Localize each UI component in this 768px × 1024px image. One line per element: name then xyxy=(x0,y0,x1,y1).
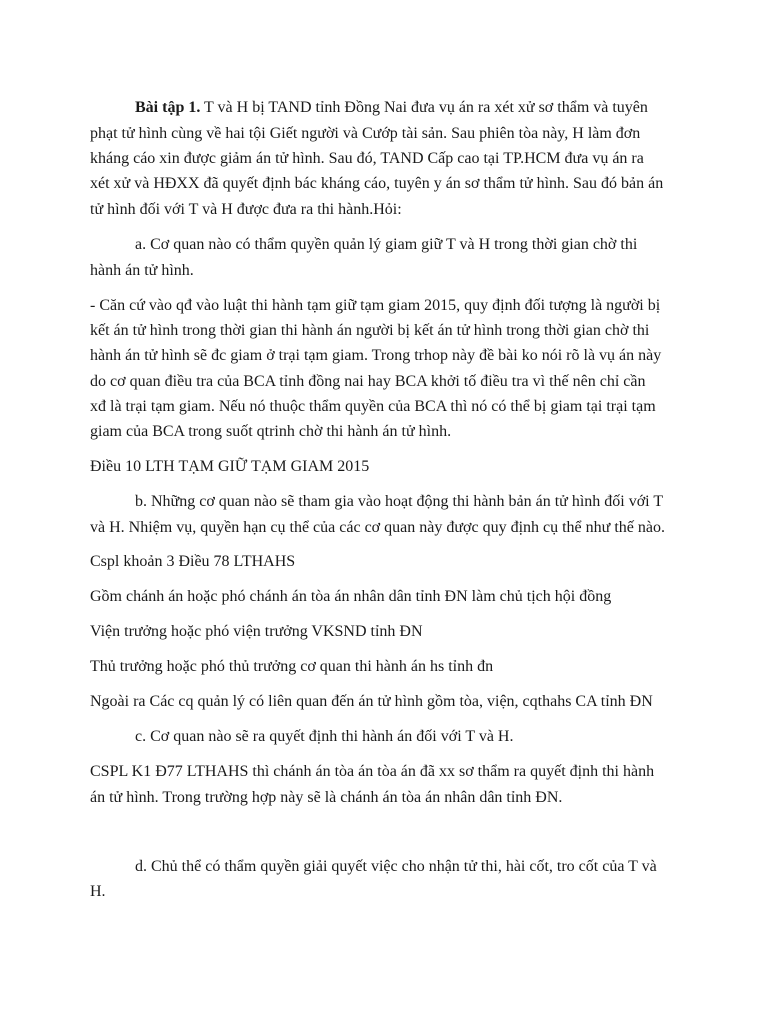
answer-b-item-1: Gồm chánh án hoặc phó chánh án tòa án nhân dân tỉnh ĐN làm chủ tịch hội đồng xyxy=(90,588,612,605)
answer-a-line-4: do cơ quan điều tra của BCA tỉnh đồng nai hay BCA khởi tố điều tra vì thế nên chỉ cần xyxy=(90,373,646,390)
answer-b-item-2: Viện trưởng hoặc phó viện trưởng VKSND tỉnh ĐN xyxy=(90,623,423,640)
exercise-line-3: kháng cáo xin được giảm án tử hình. Sau đó, TAND Cấp cao tại TP.HCM đưa vụ án ra xyxy=(90,150,644,167)
answer-a-reference: Điều 10 LTH TẠM GIỮ TẠM GIAM 2015 xyxy=(90,458,370,475)
question-b-line-2: và H. Nhiệm vụ, quyền hạn cụ thể của các cơ quan này được quy định cụ thể như thế nào. xyxy=(90,519,665,536)
question-d-line-1: d. Chủ thể có thẩm quyền giải quyết việc cho nhận tử thi, hài cốt, tro cốt của T và xyxy=(135,858,657,875)
question-d-line-2: H. xyxy=(90,883,106,900)
exercise-line-5: tử hình đối với T và H được đưa ra thi hành.Hỏi: xyxy=(90,201,402,218)
answer-a-line-6: giam của BCA trong suốt qtrinh chờ thi hành án tử hình. xyxy=(90,423,452,440)
exercise-line-1-text: T và H bị TAND tỉnh Đồng Nai đưa vụ án ra xét xử sơ thẩm và tuyên xyxy=(200,99,648,116)
exercise-line-4: xét xử và HĐXX đã quyết định bác kháng cáo, tuyên y án sơ thẩm tử hình. Sau đó bản án xyxy=(90,175,664,192)
answer-b-item-3: Thủ trưởng hoặc phó thủ trưởng cơ quan thi hành án hs tỉnh đn xyxy=(90,658,494,675)
exercise-title: Bài tập 1. xyxy=(135,99,201,116)
question-a-line-2: hành án tử hình. xyxy=(90,262,194,279)
exercise-line-2: phạt tử hình cùng về hai tội Giết người và Cướp tài sản. Sau phiên tòa này, H làm đơn xyxy=(90,125,641,142)
answer-a-line-3: hành án tử hình sẽ đc giam ở trại tạm giam. Trong trhop này đề bài ko nói rõ là vụ án này xyxy=(90,347,662,364)
answer-c-line-1: CSPL K1 Đ77 LTHAHS thì chánh án tòa án tòa án đã xx sơ thẩm ra quyết định thi hành xyxy=(90,763,655,780)
question-a-line-1: a. Cơ quan nào có thẩm quyền quản lý giam giữ T và H trong thời gian chờ thi xyxy=(135,236,638,253)
exercise-line-1 xyxy=(135,98,648,118)
answer-a-line-5: xđ là trại tạm giam. Nếu nó thuộc thẩm quyền của BCA thì nó có thể bị giam tại trại tạm xyxy=(90,398,656,415)
answer-a-line-1: - Căn cứ vào qđ vào luật thi hành tạm giữ tạm giam 2015, quy định đối tượng là người bị xyxy=(90,297,661,314)
answer-b-reference: Cspl khoản 3 Điều 78 LTHAHS xyxy=(90,553,296,570)
answer-b-item-4: Ngoài ra Các cq quản lý có liên quan đến án tử hình gồm tòa, viện, cqthahs CA tỉnh ĐN xyxy=(90,693,653,710)
answer-a-line-2: kết án tử hình trong thời gian thi hành án người bị kết án tử hình trong thời gian chờ thi xyxy=(90,322,650,339)
answer-c-line-2: án tử hình. Trong trường hợp này sẽ là chánh án tòa án nhân dân tỉnh ĐN. xyxy=(90,789,563,806)
question-b-line-1: b. Những cơ quan nào sẽ tham gia vào hoạt động thi hành bản án tử hình đối với T xyxy=(135,493,664,510)
question-c-line-1: c. Cơ quan nào sẽ ra quyết định thi hành án đối với T và H. xyxy=(135,728,514,745)
